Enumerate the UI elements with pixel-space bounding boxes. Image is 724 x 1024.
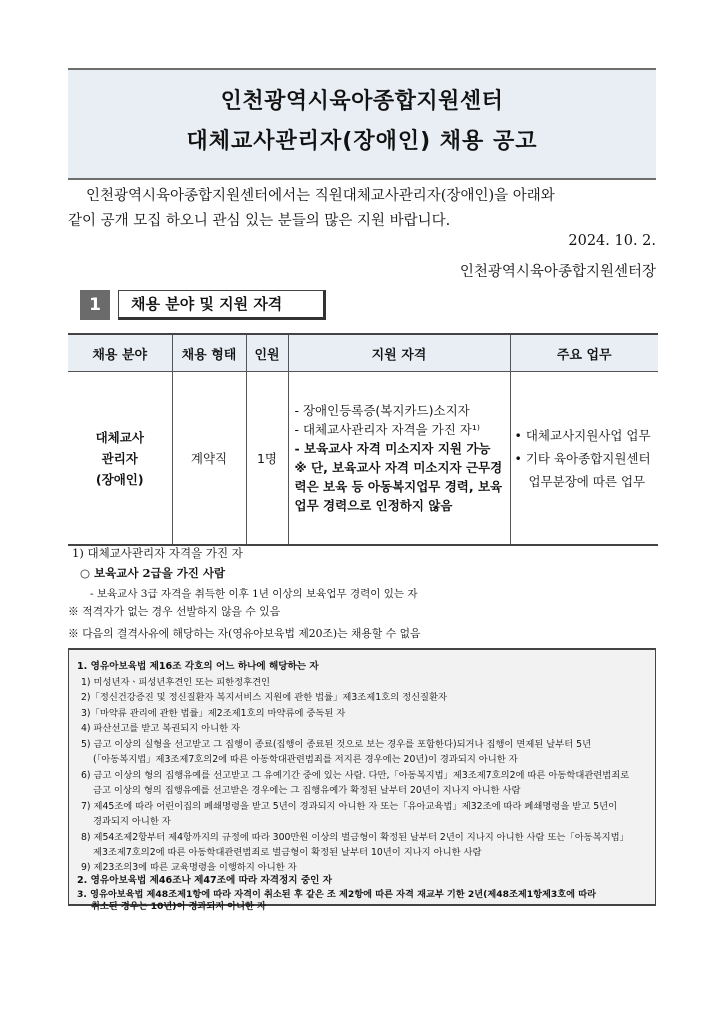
intro-paragraph xyxy=(68,184,658,234)
cell-field xyxy=(68,372,172,546)
table-header-row xyxy=(68,334,658,372)
footnote-1: 1) 대체교사관리자 자격을 가진 자 xyxy=(72,546,243,560)
duty-line: 업무분장에 따른 업무 xyxy=(528,473,646,489)
duty-line: • 기타 육아종합지원센터 xyxy=(514,450,651,466)
disq-item-cont: 경과되지 아니한 자 xyxy=(93,816,171,827)
footnote-disqualification-note: ※ 다음의 결격사유에 해당하는 자(영유아보육법 제20조)는 채용할 수 없음 xyxy=(68,627,421,640)
header-headcount: 인원 xyxy=(246,334,288,372)
disq-item: 6) 금고 이상의 형의 집행유예를 선고받고 그 유예기간 중에 있는 사람. 다만,「아동복지법」제3조제7호의2에 따른 아동학대관련범죄로 xyxy=(81,770,630,781)
duty-line: • 대체교사지원사업 업무 xyxy=(514,427,651,443)
disq-item: 7) 제45조에 따라 어린이집의 폐쇄명령을 받고 5년이 경과되지 아니한 자 또는「유아교육법」제32조에 따라 폐쇄명령을 받고 5년이 xyxy=(81,801,618,812)
recruitment-table xyxy=(68,333,658,546)
disq-item-cont: 제3조제7호의2에 따른 아동학대관련범죄로 벌금형이 확정된 날부터 10년이 지나지 아니한 사람 xyxy=(93,847,482,858)
disq-item: 3)「마약류 관리에 관한 법률」제2조제1호의 마약류에 중독된 자 xyxy=(81,708,346,719)
disq-heading-1: 1. 영유아보육법 제16조 각호의 어느 하나에 해당하는 자 xyxy=(77,661,319,672)
cell-employment-type: 계약직 xyxy=(172,372,246,546)
qual-note: 력은 보육 등 아동복지업무 경력, 보육 xyxy=(294,479,503,494)
qual-note: 업무 경력으로 인정하지 않음 xyxy=(294,498,453,513)
disq-item: 4) 파산선고를 받고 복권되지 아니한 자 xyxy=(81,723,241,734)
disq-item: 1) 미성년자ㆍ피성년후견인 또는 피한정후견인 xyxy=(81,677,271,688)
footnote-qualification-detail: - 보육교사 3급 자격을 취득한 이후 1년 이상의 보육업무 경력이 있는 자 xyxy=(90,588,418,600)
page-title: 인천광역시육아종합지원센터 xyxy=(220,89,504,114)
field-line: 관리자 xyxy=(101,450,138,466)
issuer-name: 인천광역시육아종합지원센터장 xyxy=(459,264,656,280)
intro-line-2: 같이 공개 모집 하오니 관심 있는 분들의 많은 지원 바랍니다. xyxy=(68,213,451,229)
disq-heading-3: 3. 영유아보육법 제48조제1항에 따라 자격이 취소된 후 같은 조 제2항에 따른 자격 재교부 기한 2년(제48조제1항제3호에 따라 xyxy=(77,889,596,900)
page-subtitle: 대체교사관리자(장애인) 채용 공고 xyxy=(186,129,538,154)
header-type: 채용 형태 xyxy=(172,334,246,372)
header-qualifications: 지원 자격 xyxy=(288,334,510,372)
disq-item: 5) 금고 이상의 실형을 선고받고 그 집행이 종료(집행이 종료된 것으로 보는 경우를 포함한다)되거나 집행이 면제된 날부터 5년 xyxy=(81,739,592,750)
disq-item-cont: 금고 이상의 형의 집행유예를 선고받은 경우에는 그 집행유예가 확정된 날부터 20년이 지나지 아니한 사람 xyxy=(93,785,521,796)
qual-line: - 보육교사 자격 미소지자 지원 가능 xyxy=(294,441,491,456)
qual-note: ※ 단, 보육교사 자격 미소지자 근무경 xyxy=(294,460,503,475)
intro-line-1: 인천광역시육아종합지원센터에서는 직원대체교사관리자(장애인)을 아래와 xyxy=(86,188,555,204)
header-field: 채용 분야 xyxy=(68,334,172,372)
qual-line: - 대체교사관리자 자격을 가진 자¹⁾ xyxy=(294,422,480,437)
cell-duties xyxy=(510,372,658,546)
disq-item: 9) 제23조의3에 따른 교육명령을 이행하지 아니한 자 xyxy=(81,862,297,873)
field-line: (장애인) xyxy=(95,471,144,487)
disq-item: 2)「정신건강증진 및 정신질환자 복지서비스 지원에 관한 법률」제3조제1호의 정신질환자 xyxy=(81,692,447,703)
disq-item-cont: (「아동복지법」제3조제7호의2에 따른 아동학대관련범죄를 저지른 경우에는 20년)이 경과되지 아니한 자 xyxy=(93,754,518,765)
disqualification-box xyxy=(68,648,656,912)
field-line: 대체교사 xyxy=(95,429,144,445)
disq-item: 8) 제54조제2항부터 제4항까지의 규정에 따라 300만원 이상의 벌금형이 확정된 날부터 2년이 지나지 아니한 사람 또는「아동복지법」 xyxy=(81,832,629,843)
section-number: 1 xyxy=(80,290,110,320)
cell-headcount: 1명 xyxy=(246,372,288,546)
title-banner xyxy=(68,68,656,180)
header-duties: 주요 업무 xyxy=(510,334,658,372)
announcement-date: 2024. 10. 2. xyxy=(568,233,656,249)
table-row xyxy=(68,372,658,546)
qual-line: - 장애인등록증(복지카드)소지자 xyxy=(294,403,470,418)
disq-heading-2: 2. 영유아보육법 제46조나 제47조에 따라 자격정지 중인 자 xyxy=(77,875,333,886)
footnote-qualification: ○ 보육교사 2급을 가진 사람 xyxy=(80,566,226,580)
footnote-no-hire-note: ※ 적격자가 없는 경우 선발하지 않을 수 있음 xyxy=(68,605,281,618)
section-title: 채용 분야 및 지원 자격 xyxy=(118,290,326,320)
cell-qualifications xyxy=(288,372,510,546)
disq-heading-3-cont: 취소된 경우는 10년)이 경과되지 아니한 자 xyxy=(91,901,266,912)
